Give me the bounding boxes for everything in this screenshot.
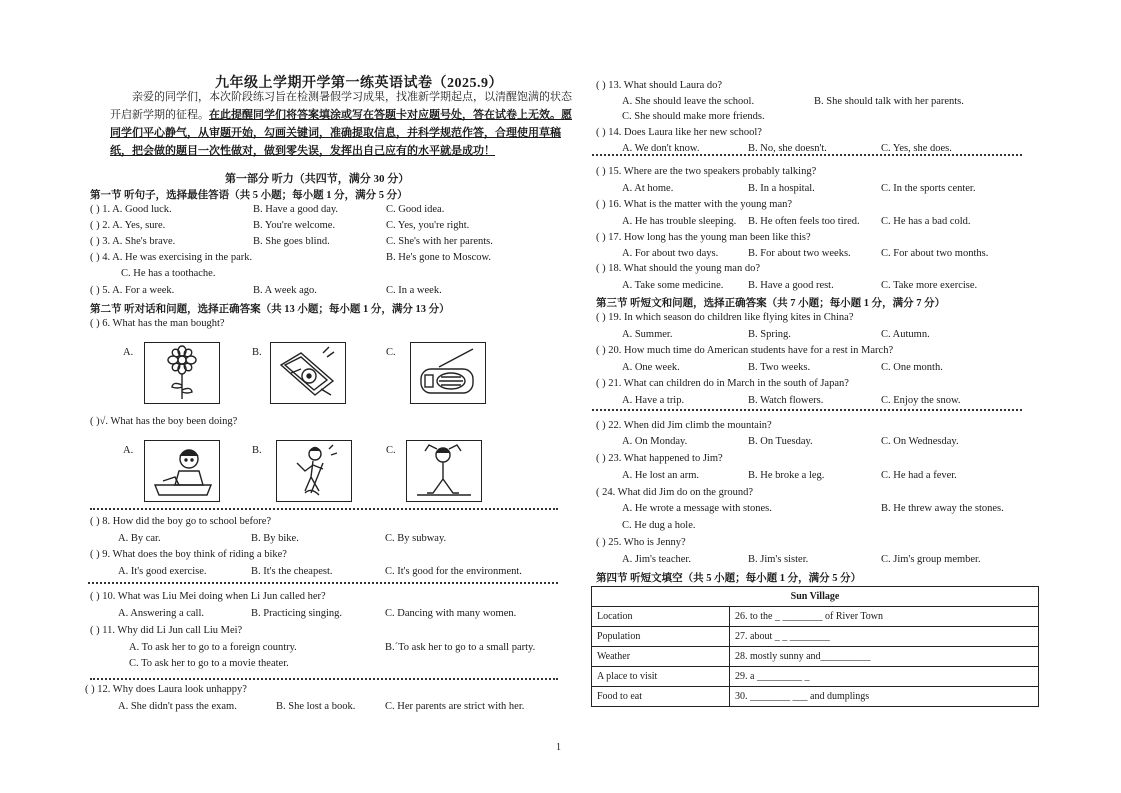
page-number: 1 — [556, 742, 561, 753]
question-21-option-a: A. Have a trip. — [622, 395, 685, 406]
question-1: ( ) 1. A. Good luck. — [90, 204, 172, 215]
question-12-option-b: B. She lost a book. — [276, 701, 356, 712]
blank-26[interactable]: 26. to the _ ________ of River Town — [730, 607, 1039, 627]
table-cell-label: A place to visit — [592, 667, 730, 687]
table-row — [592, 687, 1039, 707]
table-row — [592, 627, 1039, 647]
question-9-option-a: A. It's good exercise. — [118, 566, 207, 577]
divider — [592, 409, 1022, 411]
question-4-option-c: C. He has a toothache. — [121, 268, 216, 279]
question-5-option-c: C. In a week. — [386, 285, 442, 296]
question-20-option-c: C. One month. — [881, 362, 943, 373]
question-24-option-b: B. He threw away the stones. — [881, 503, 1004, 514]
blank-27[interactable]: 27. about _ _ ________ — [730, 627, 1039, 647]
blank-29[interactable]: 29. a _________ _ — [730, 667, 1039, 687]
question-20: ( ) 20. How much time do American students have for a rest in March? — [596, 345, 894, 356]
question-13-option-a: A. She should leave the school. — [622, 96, 755, 107]
question-10-option-c: C. Dancing with many women. — [385, 608, 517, 619]
question-24-option-a: A. He wrote a message with stones. — [622, 503, 772, 514]
divider — [90, 508, 558, 510]
question-25-option-b: B. Jim's sister. — [748, 554, 809, 565]
question-13-option-b: B. She should talk with her parents. — [814, 96, 964, 107]
question-15-option-c: C. In the sports center. — [881, 183, 976, 194]
question-15: ( ) 15. Where are the two speakers probably talking? — [596, 166, 817, 177]
radio-picture — [410, 342, 486, 404]
intro-encouragement: 愿同学们平心静气，从审题开始，勾画关键词，准确提取信息，并科学规范作答，合理使用草稿纸，把会做的题目一次性做对，做到零失误，发挥出自己应有的水平就是成功！ — [110, 109, 572, 157]
question-8-option-b: B. By bike. — [251, 533, 299, 544]
q6-label-c: C. — [386, 347, 396, 358]
q7-label-a: A. — [123, 445, 134, 456]
intro-reminder: 在此提醒同学们将答案填涂或写在答题卡对应题号处，答在试卷上无效。 — [209, 109, 561, 121]
question-4-option-b: B. He's gone to Moscow. — [386, 252, 492, 263]
question-9-option-c: C. It's good for the environment. — [385, 566, 522, 577]
question-3: ( ) 3. A. She's brave. — [90, 236, 176, 247]
question-14: ( ) 14. Does Laura like her new school? — [596, 127, 762, 138]
question-17-option-c: C. For about two months. — [881, 248, 989, 259]
question-23: ( ) 23. What happened to Jim? — [596, 453, 723, 464]
question-8-option-a: A. By car. — [118, 533, 161, 544]
blank-28[interactable]: 28. mostly sunny and__________ — [730, 647, 1039, 667]
table-cell-label: Weather — [592, 647, 730, 667]
table-cell-label: Population — [592, 627, 730, 647]
question-1-option-b: B. Have a good day. — [253, 204, 339, 215]
intro-text: 亲爱的同学们，本次阶段练习旨在检测暑假学习成果，找准新学期起点，以清醒饱满的状态开启新学期的征程。 — [110, 91, 572, 121]
question-10-option-a: A. Answering a call. — [118, 608, 205, 619]
question-20-option-a: A. One week. — [622, 362, 680, 373]
boy-exercising-icon — [407, 441, 481, 501]
question-14-option-c: C. Yes, she does. — [881, 143, 952, 154]
question-12-option-a: A. She didn't pass the exam. — [118, 701, 237, 712]
divider — [90, 678, 558, 680]
table-row — [592, 607, 1039, 627]
question-21-option-c: C. Enjoy the snow. — [881, 395, 961, 406]
question-19: ( ) 19. In which season do children like flying kites in China? — [596, 312, 854, 323]
question-23-option-a: A. He lost an arm. — [622, 470, 699, 481]
section4-heading: 第四节 听短文填空（共 5 小题；每小题 1 分，满分 5 分） — [596, 573, 862, 584]
question-25-option-a: A. Jim's teacher. — [622, 554, 691, 565]
question-15-option-a: A. At home. — [622, 183, 674, 194]
question-16-option-a: A. He has trouble sleeping. — [622, 216, 737, 227]
q7-label-b: B. — [252, 445, 262, 456]
q6-label-b: B. — [252, 347, 262, 358]
boy-reading-picture — [144, 440, 220, 502]
question-11-option-c: C. To ask her to go to a movie theater. — [129, 658, 289, 669]
cd-player-picture — [270, 342, 346, 404]
question-16-option-b: B. He often feels too tired. — [748, 216, 860, 227]
question-11: ( ) 11. Why did Li Jun call Liu Mei? — [90, 625, 243, 636]
boy-sweeping-icon — [277, 441, 351, 501]
question-1-option-c: C. Good idea. — [386, 204, 445, 215]
question-7: ( )√. What has the boy been doing? — [90, 416, 238, 427]
question-25: ( ) 25. Who is Jenny? — [596, 537, 686, 548]
cd-player-icon — [271, 343, 345, 403]
boy-exercising-picture — [406, 440, 482, 502]
question-5: ( ) 5. A. For a week. — [90, 285, 175, 296]
question-4: ( ) 4. A. He was exercising in the park. — [90, 252, 253, 263]
question-15-option-b: B. In a hospital. — [748, 183, 815, 194]
q6-label-a: A. — [123, 347, 134, 358]
question-14-option-a: A. We don't know. — [622, 143, 700, 154]
sun-village-table — [591, 586, 1039, 707]
question-18-option-b: B. Have a good rest. — [748, 280, 834, 291]
question-10: ( ) 10. What was Liu Mei doing when Li Jun called her? — [90, 591, 326, 602]
boy-reading-icon — [145, 441, 219, 501]
blank-30[interactable]: 30. ________ ___ and dumplings — [730, 687, 1039, 707]
exam-title: 九年级上学期开学第一练英语试卷（2025.9） — [215, 76, 503, 91]
question-12-option-c: C. Her parents are strict with her. — [385, 701, 525, 712]
question-25-option-c: C. Jim's group member. — [881, 554, 981, 565]
question-16-option-c: C. He has a bad cold. — [881, 216, 971, 227]
question-23-option-c: C. He had a fever. — [881, 470, 957, 481]
question-22-option-b: B. On Tuesday. — [748, 436, 813, 447]
table-cell-label: Food to eat — [592, 687, 730, 707]
question-17-option-b: B. For about two weeks. — [748, 248, 851, 259]
section1-heading: 第一节 听句子，选择最佳答语（共 5 小题；每小题 1 分，满分 5 分） — [90, 190, 408, 201]
table-cell-label: Location — [592, 607, 730, 627]
question-19-option-b: B. Spring. — [748, 329, 791, 340]
question-3-option-b: B. She goes blind. — [253, 236, 330, 247]
question-19-option-c: C. Autumn. — [881, 329, 930, 340]
intro-paragraph — [110, 88, 580, 160]
question-24: ( 24. What did Jim do on the ground? — [596, 487, 753, 498]
question-3-option-c: C. She's with her parents. — [386, 236, 493, 247]
question-2-option-b: B. You're welcome. — [253, 220, 336, 231]
section3-heading: 第三节 听短文和问题，选择正确答案（共 7 小题；每小题 1 分，满分 7 分） — [596, 298, 946, 309]
question-6: ( ) 6. What has the man bought? — [90, 318, 225, 329]
question-22-option-a: A. On Monday. — [622, 436, 688, 447]
question-11-option-b: B.´To ask her to go to a small party. — [385, 642, 536, 653]
question-17: ( ) 17. How long has the young man been like this? — [596, 232, 811, 243]
question-8: ( ) 8. How did the boy go to school before? — [90, 516, 272, 527]
flower-icon — [145, 343, 219, 403]
table-caption: Sun Village — [592, 587, 1039, 607]
question-13-option-c: C. She should make more friends. — [622, 111, 765, 122]
question-18-option-a: A. Take some medicine. — [622, 280, 724, 291]
question-18: ( ) 18. What should the young man do? — [596, 263, 760, 274]
divider — [88, 582, 558, 584]
part1-title: 第一部分 听力（共四节，满分 30 分） — [225, 173, 410, 185]
section2-heading: 第二节 听对话和问题，选择正确答案（共 13 小题；每小题 1 分，满分 13 分） — [90, 304, 450, 315]
q7-label-c: C. — [386, 445, 396, 456]
question-20-option-b: B. Two weeks. — [748, 362, 811, 373]
question-11-option-a: A. To ask her to go to a foreign country. — [129, 642, 297, 653]
question-14-option-b: B. No, she doesn't. — [748, 143, 827, 154]
question-22: ( ) 22. When did Jim climb the mountain? — [596, 420, 772, 431]
question-21-option-b: B. Watch flowers. — [748, 395, 824, 406]
question-9: ( ) 9. What does the boy think of riding a bike? — [90, 549, 287, 560]
divider — [592, 154, 1022, 156]
question-23-option-b: B. He broke a leg. — [748, 470, 825, 481]
flower-picture — [144, 342, 220, 404]
question-18-option-c: C. Take more exercise. — [881, 280, 978, 291]
question-22-option-c: C. On Wednesday. — [881, 436, 959, 447]
radio-icon — [411, 343, 485, 403]
question-24-option-c: C. He dug a hole. — [622, 520, 696, 531]
question-10-option-b: B. Practicing singing. — [251, 608, 342, 619]
question-2: ( ) 2. A. Yes, sure. — [90, 220, 166, 231]
question-5-option-b: B. A week ago. — [253, 285, 317, 296]
question-16: ( ) 16. What is the matter with the young man? — [596, 199, 793, 210]
question-21: ( ) 21. What can children do in March in the south of Japan? — [596, 378, 849, 389]
table-row — [592, 667, 1039, 687]
table-row — [592, 647, 1039, 667]
boy-sweeping-picture — [276, 440, 352, 502]
question-17-option-a: A. For about two days. — [622, 248, 719, 259]
question-8-option-c: C. By subway. — [385, 533, 447, 544]
question-12: ( ) 12. Why does Laura look unhappy? — [85, 684, 247, 695]
question-2-option-c: C. Yes, you're right. — [386, 220, 470, 231]
question-13: ( ) 13. What should Laura do? — [596, 80, 723, 91]
question-9-option-b: B. It's the cheapest. — [251, 566, 333, 577]
question-19-option-a: A. Summer. — [622, 329, 673, 340]
